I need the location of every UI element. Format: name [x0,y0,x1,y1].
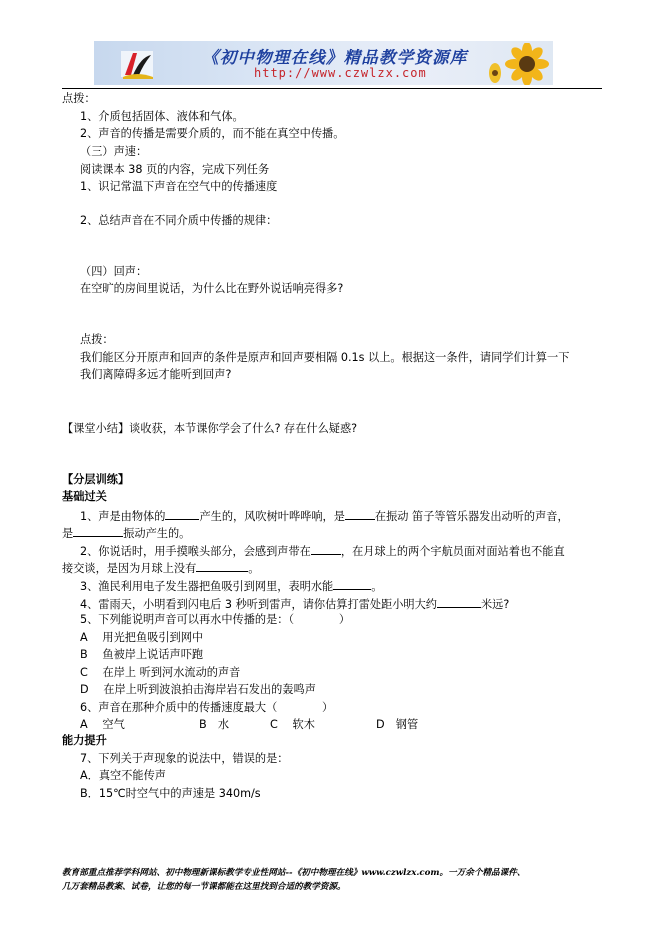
question-1-cont [62,525,190,540]
task-1: 1、识记常温下声音在空气中的传播速度 [80,180,278,193]
practice-heading: 【分层训练】 [62,473,130,486]
banner-url: http://www.czwlzx.com [254,66,427,80]
q6-option-a: A 空气 [80,718,125,731]
q3-text-b: 。 [371,580,383,593]
echo-hint-line-2: 我们离障碍多远才能听到回声? [80,368,232,381]
site-logo-icon [119,47,155,81]
q1-text-d: 是 [62,527,74,540]
q4-blank[interactable] [437,596,481,608]
question-3 [80,578,382,593]
task-2: 2、总结声音在不同介质中传播的规律： [80,214,278,227]
q3-text-a: 3、渔民利用电子发生器把鱼吸引到网里，表明水能 [80,580,334,593]
q1-blank-2[interactable] [345,508,375,520]
q2-text-c: 接交谈，是因为月球上没有 [62,562,197,575]
question-7: 7、下列关于声现象的说法中，错误的是： [80,752,289,765]
q2-blank-1[interactable] [311,543,341,555]
q5-option-c: C 在岸上 听到河水流动的声音 [80,666,241,679]
q1-text-e: 振动产生的。 [123,527,191,540]
q4-text-b: 米远? [480,598,510,611]
q1-text-b: 产生的，风吹树叶哗哗响，是 [199,510,345,523]
question-5: 5、下列能说明声音可以再水中传播的是：（ ） [80,613,351,626]
echo-hint-line-1: 我们能区分开原声和回声的条件是原声和回声要相隔 0.1s 以上。根据这一条件，请同学们计算一下 [80,351,570,364]
question-2 [80,543,565,558]
lesson-summary: 【课堂小结】谈收获，本节课你学会了什么? 存在什么疑惑? [62,422,358,435]
banner-title: 《初中物理在线》精品教学资源库 [202,48,468,67]
q4-text-a: 4、雷雨天，小明看到闪电后 3 秒听到雷声，请你估算打雷处距小明大约 [80,598,437,611]
q2-text-a: 2、你说话时，用手摸喉头部分，会感到声带在 [80,545,311,558]
q2-text-d: 。 [248,562,260,575]
q7-option-a: A．真空不能传声 [80,769,166,782]
sunflower-icon [487,43,549,85]
hint-label: 点拨： [62,92,96,105]
echo-question: 在空旷的房间里说话，为什么比在野外说话响亮得多? [80,282,344,295]
question-1 [80,508,569,523]
question-4 [80,596,509,611]
q2-text-b: ，在月球上的两个宇航员面对面站着也不能直 [340,545,565,558]
footer-line-2: 几万套精品教案、试卷，让您的每一节课都能在这里找到合适的教学资源。 [62,882,346,892]
basic-heading: 基础过关 [62,490,107,503]
q1-text-c: 在振动 笛子等管乐器发出动听的声音， [374,510,569,523]
q6-option-d: D 钢管 [376,718,419,731]
advanced-heading: 能力提升 [62,734,107,747]
header-banner [94,41,553,85]
section-echo: （四）回声： [80,265,148,278]
q1-blank-1[interactable] [165,508,199,520]
hint-item-1: 1、介质包括固体、液体和气体。 [80,110,244,123]
q2-blank-2[interactable] [196,560,248,572]
hint-item-2: 2、声音的传播是需要介质的，而不能在真空中传播。 [80,127,345,140]
footer-line-1: 教育部重点推荐学科网站、初中物理新课标教学专业性网站--《初中物理在线》www.czwlzx.com。一万余个精品课件、 [62,868,526,878]
reading-task: 阅读课本 38 页的内容，完成下列任务 [80,163,270,176]
echo-hint-label: 点拨： [80,333,114,346]
q1-blank-3[interactable] [73,525,123,537]
q1-text-a: 1、声是由物体的 [80,510,166,523]
q7-option-b: B．15℃时空气中的声速是 340m/s [80,787,261,800]
section-sound-speed: （三）声速： [80,145,148,158]
q6-option-c: C 软木 [270,718,315,731]
q5-option-b: B 鱼被岸上说话声吓跑 [80,648,204,661]
q6-option-b: B 水 [199,718,230,731]
q5-option-a: A 用光把鱼吸引到网中 [80,631,204,644]
q5-option-d: D 在岸上听到波浪拍击海岸岩石发出的轰鸣声 [80,683,316,696]
header-rule [62,88,602,89]
q3-blank[interactable] [333,578,371,590]
question-6: 6、声音在那种介质中的传播速度最大（ ） [80,701,334,714]
question-2-cont [62,560,259,575]
